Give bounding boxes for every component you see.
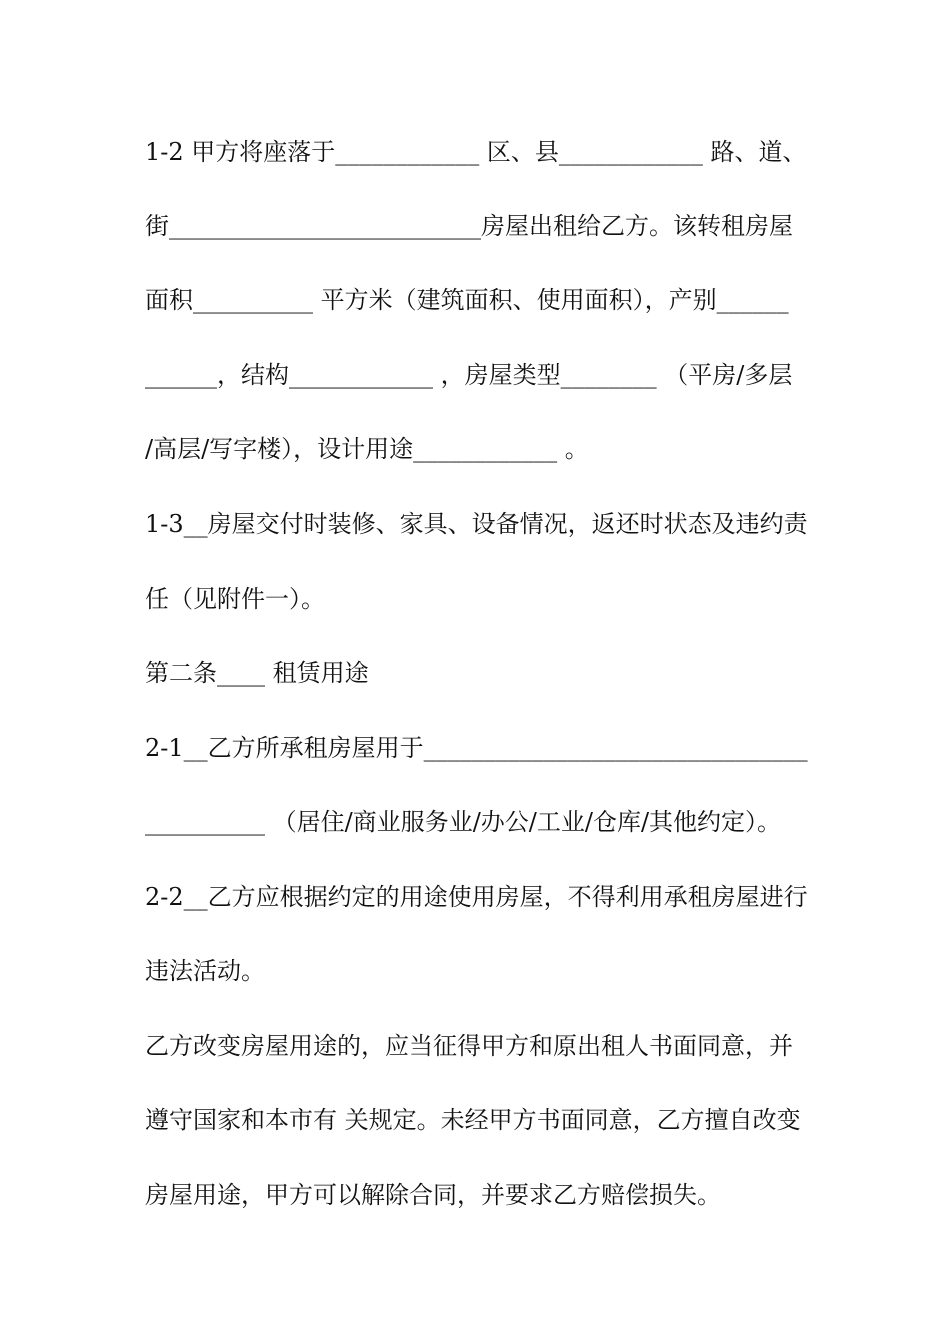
clause-1-2-line-3: 面积__________ 平方米（建筑面积、使用面积），产别______ [145, 286, 789, 314]
clause-1-2-line-1: 1-2 甲方将座落于____________ 区、县____________ 路、道、 [145, 138, 807, 166]
clause-1-3-line-2: 任（见附件一）。 [145, 585, 325, 613]
article-2-heading: 第二条____ 租赁用途 [145, 659, 369, 687]
clause-2-2-line-2: 违法活动。 [145, 957, 265, 985]
clause-1-2-line-2: 街__________________________房屋出租给乙方。该转租房屋 [145, 212, 793, 240]
clause-1-2-line-4: ______，结构____________ ，房屋类型________ （平房/多层 [145, 361, 793, 389]
clause-2-2-line-1: 2-2__乙方应根据约定的用途使用房屋，不得利用承租房屋进行 [145, 883, 808, 911]
paragraph-use-change-line-2: 遵守国家和本市有 关规定。未经甲方书面同意，乙方擅自改变 [145, 1106, 801, 1134]
paragraph-use-change-line-1: 乙方改变房屋用途的，应当征得甲方和原出租人书面同意，并 [145, 1032, 793, 1060]
clause-2-1-line-2: __________ （居住/商业服务业/办公/工业/仓库/其他约定）。 [145, 808, 782, 836]
clause-2-1-line-1: 2-1__乙方所承租房屋用于________________________________ [145, 734, 808, 762]
clause-1-3-line-1: 1-3__房屋交付时装修、家具、设备情况，返还时状态及违约责 [145, 510, 808, 538]
paragraph-use-change-line-3: 房屋用途，甲方可以解除合同，并要求乙方赔偿损失。 [145, 1181, 721, 1209]
clause-1-2-line-5: /高层/写字楼），设计用途____________ 。 [145, 435, 589, 463]
